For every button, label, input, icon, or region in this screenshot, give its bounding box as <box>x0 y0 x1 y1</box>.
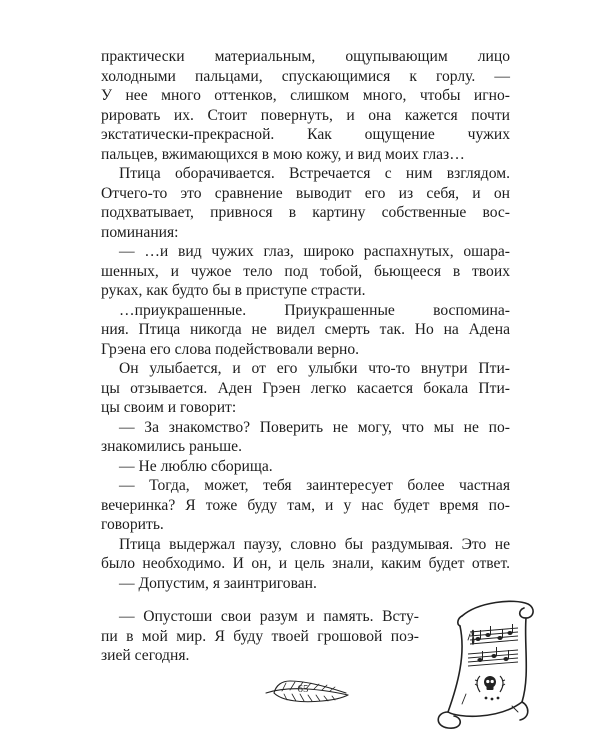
text-line: — …и вид чужих глаз, широко распахнутых, ошара- <box>119 243 510 260</box>
text-line: У нее много оттенков, слишком много, чтобы игно- <box>101 87 510 104</box>
text-line: Птица выдержал паузу, словно бы раздумывая. Это не <box>119 535 510 553</box>
text-line: — Тогда, может, тебя заинтересует более частная <box>119 477 510 494</box>
text-line: холодными пальцами, спускающимися к горлу. — <box>101 67 510 85</box>
text-line: Отчего-то это сравнение выводит его из себя, и он <box>101 184 510 202</box>
text-line: поминания: <box>101 223 179 241</box>
text-line: практически материальным, ощупывающим лицо <box>101 48 510 65</box>
page-number: 65 <box>297 683 309 695</box>
music-scroll-illustration <box>418 594 548 734</box>
text-line: вечеринка? Я тоже буду там, и у нас будет время по- <box>101 496 510 514</box>
text-line: ния. Птица никогда не видел смерть так. Но на Адена <box>101 321 510 338</box>
text-line: Он улыбается, и от его улыбки что-то внутри Пти- <box>119 360 510 377</box>
text-line: — Опустоши свои разум и память. Всту- <box>119 608 419 625</box>
text-line: знакомились раньше. <box>101 438 242 455</box>
text-line: Грэена его слова подействовали верно. <box>101 340 360 358</box>
text-line: было необходимо. И он, и цель знали, каким будет ответ. <box>101 555 510 572</box>
text-line: экстатически-прекрасной. Как ощущение чужих <box>101 126 510 143</box>
text-line: — Допустим, я заинтригован. <box>119 574 317 592</box>
text-line: — За знакомство? Поверить не могу, что мы не по- <box>119 418 510 436</box>
text-line: цы своим и говорит: <box>101 399 237 416</box>
text-line: пи в мой мир. Я буду твоей грошовой поэ- <box>101 627 419 645</box>
text-line: руках, как будто бы в приступе страсти. <box>101 282 366 299</box>
text-line: …приукрашенные. Приукрашенные воспомина- <box>119 301 510 319</box>
text-line: подхватывает, привнося в картину собственные вос- <box>101 204 510 221</box>
body-text <box>101 47 510 593</box>
text-line: цы отзывается. Аден Грэен легко касается бокала Пти- <box>101 379 510 397</box>
text-line: зией сегодня. <box>101 647 190 664</box>
text-line: Птица оборачивается. Встречается с ним взглядом. <box>119 165 510 182</box>
text-line: рировать их. Стоит повернуть, и она кажется почти <box>101 106 510 124</box>
text-line: — Не люблю сборища. <box>119 457 273 475</box>
text-line: пальцев, вжимающихся в мою кожу, и вид моих глаз… <box>101 145 465 163</box>
text-line: шенных, и чужое тело под тобой, бьющееся в твоих <box>101 262 510 280</box>
final-paragraph <box>101 607 419 666</box>
text-line: говорить. <box>101 516 164 533</box>
